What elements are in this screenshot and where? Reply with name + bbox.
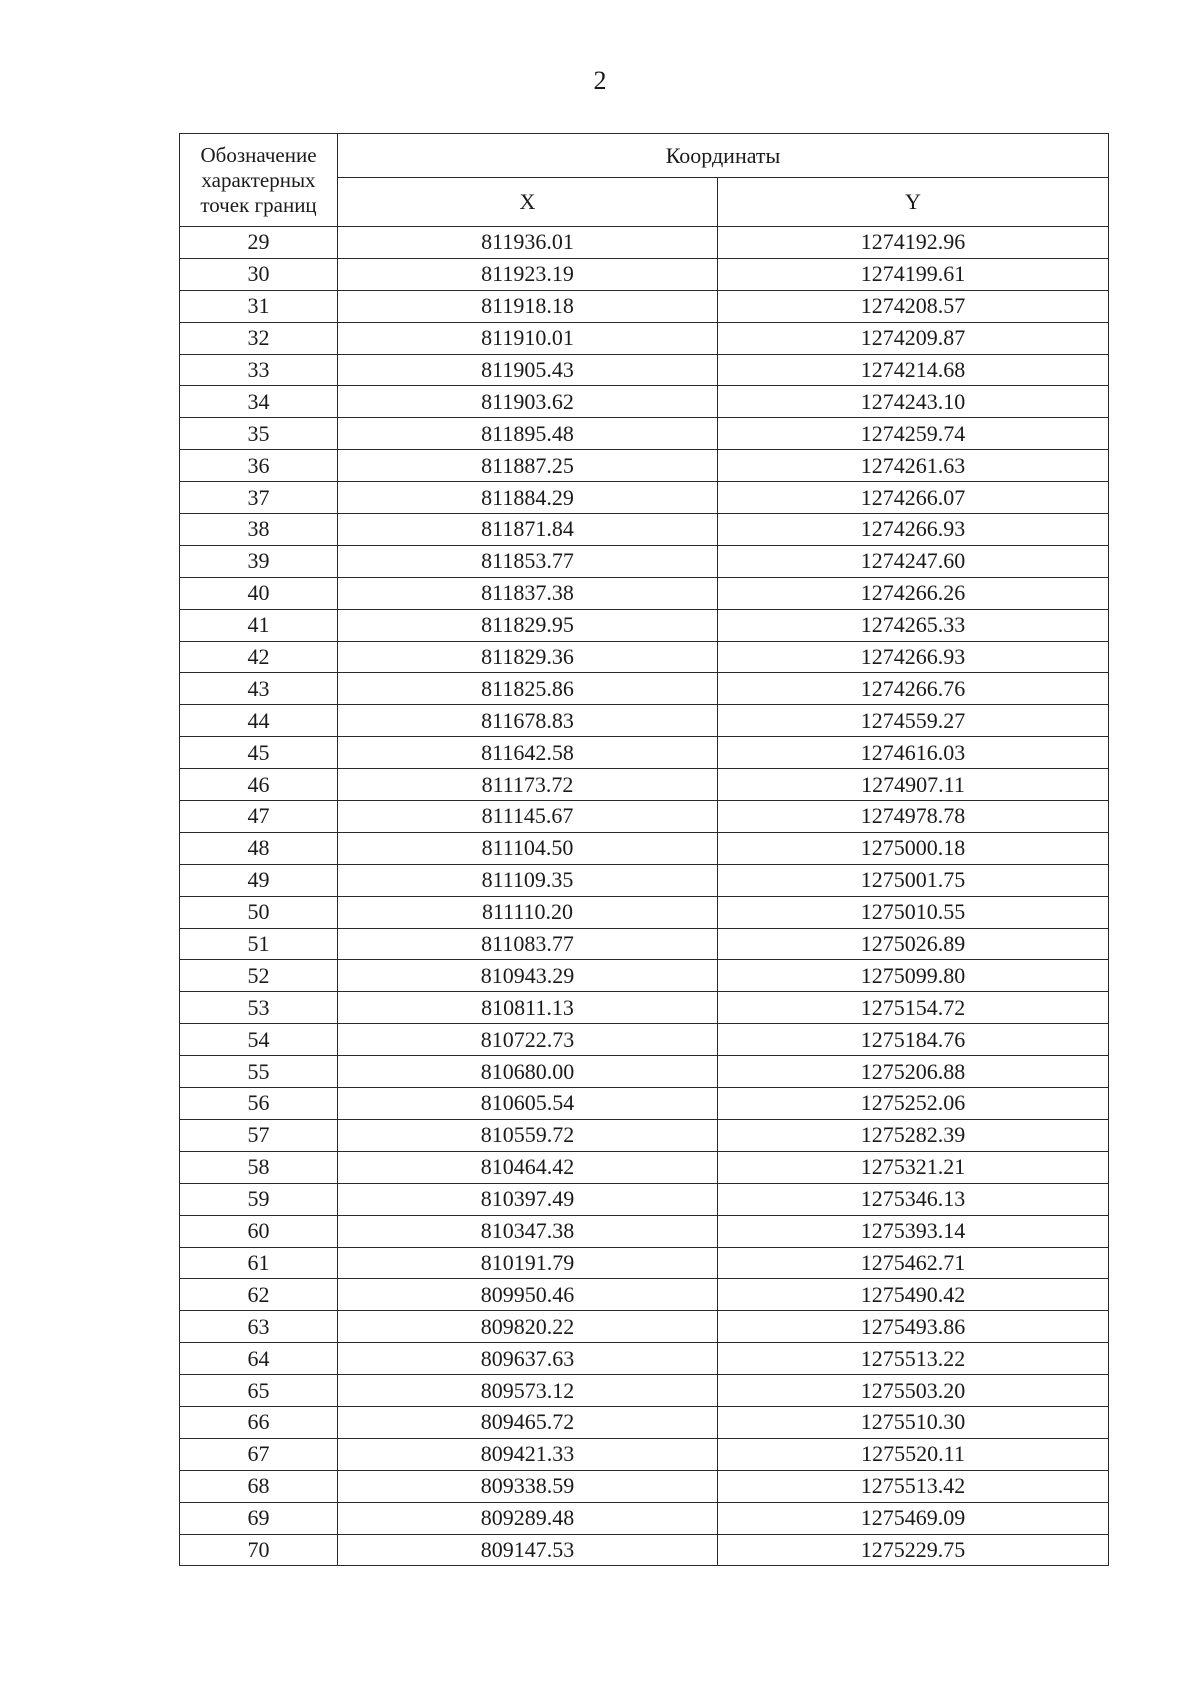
table-row [180,960,1109,992]
table-row [180,418,1109,450]
point-id-cell: 46 [180,769,338,801]
x-coordinate-cell: 810347.38 [338,1215,718,1247]
x-coordinate-cell: 811825.86 [338,673,718,705]
table-row [180,1151,1109,1183]
point-id-cell: 35 [180,418,338,450]
y-coordinate-cell: 1274616.03 [718,737,1109,769]
y-coordinate-cell: 1274247.60 [718,545,1109,577]
header-coordinates: Координаты [338,134,1109,178]
table-row [180,737,1109,769]
point-id-cell: 30 [180,258,338,290]
table-row [180,1534,1109,1566]
y-coordinate-cell: 1275393.14 [718,1215,1109,1247]
x-coordinate-cell: 811110.20 [338,896,718,928]
table-row [180,1088,1109,1120]
x-coordinate-cell: 811145.67 [338,801,718,833]
table-row [180,609,1109,641]
x-coordinate-cell: 809147.53 [338,1534,718,1566]
point-id-cell: 40 [180,577,338,609]
y-coordinate-cell: 1275513.22 [718,1343,1109,1375]
header-x: X [338,178,718,227]
y-coordinate-cell: 1275184.76 [718,1024,1109,1056]
coordinates-table [179,133,1109,1566]
y-coordinate-cell: 1275462.71 [718,1247,1109,1279]
x-coordinate-cell: 809820.22 [338,1311,718,1343]
x-coordinate-cell: 810464.42 [338,1151,718,1183]
y-coordinate-cell: 1275229.75 [718,1534,1109,1566]
x-coordinate-cell: 811887.25 [338,450,718,482]
table-row [180,1247,1109,1279]
point-id-cell: 57 [180,1119,338,1151]
x-coordinate-cell: 811109.35 [338,864,718,896]
point-id-cell: 67 [180,1438,338,1470]
x-coordinate-cell: 809465.72 [338,1406,718,1438]
x-coordinate-cell: 811884.29 [338,482,718,514]
table-row [180,896,1109,928]
point-id-cell: 50 [180,896,338,928]
x-coordinate-cell: 809950.46 [338,1279,718,1311]
table-row [180,545,1109,577]
y-coordinate-cell: 1275026.89 [718,928,1109,960]
x-coordinate-cell: 811083.77 [338,928,718,960]
table-row [180,641,1109,673]
table-row [180,1311,1109,1343]
y-coordinate-cell: 1274266.07 [718,482,1109,514]
header-y: Y [718,178,1109,227]
point-id-cell: 55 [180,1056,338,1088]
x-coordinate-cell: 810191.79 [338,1247,718,1279]
x-coordinate-cell: 810811.13 [338,992,718,1024]
point-id-cell: 62 [180,1279,338,1311]
table-row [180,1119,1109,1151]
y-coordinate-cell: 1274259.74 [718,418,1109,450]
table-row [180,992,1109,1024]
x-coordinate-cell: 811895.48 [338,418,718,450]
x-coordinate-cell: 809421.33 [338,1438,718,1470]
point-id-cell: 66 [180,1406,338,1438]
point-id-cell: 52 [180,960,338,992]
point-id-cell: 54 [180,1024,338,1056]
table-row [180,1502,1109,1534]
x-coordinate-cell: 811923.19 [338,258,718,290]
x-coordinate-cell: 811871.84 [338,514,718,546]
table-row [180,322,1109,354]
point-id-cell: 65 [180,1375,338,1407]
y-coordinate-cell: 1275490.42 [718,1279,1109,1311]
y-coordinate-cell: 1275510.30 [718,1406,1109,1438]
table-row [180,450,1109,482]
x-coordinate-cell: 811104.50 [338,832,718,864]
point-id-cell: 61 [180,1247,338,1279]
point-id-cell: 38 [180,514,338,546]
point-id-cell: 29 [180,227,338,259]
point-id-cell: 36 [180,450,338,482]
point-id-cell: 34 [180,386,338,418]
point-id-cell: 68 [180,1470,338,1502]
x-coordinate-cell: 811918.18 [338,290,718,322]
table-row [180,1375,1109,1407]
table-row [180,1056,1109,1088]
point-id-cell: 56 [180,1088,338,1120]
point-id-cell: 39 [180,545,338,577]
point-id-cell: 37 [180,482,338,514]
point-id-cell: 33 [180,354,338,386]
y-coordinate-cell: 1274209.87 [718,322,1109,354]
table-row [180,864,1109,896]
header-designation: Обозначение характерных точек границ [180,134,338,227]
y-coordinate-cell: 1275513.42 [718,1470,1109,1502]
y-coordinate-cell: 1275503.20 [718,1375,1109,1407]
y-coordinate-cell: 1275001.75 [718,864,1109,896]
x-coordinate-cell: 810605.54 [338,1088,718,1120]
point-id-cell: 42 [180,641,338,673]
table-row [180,1183,1109,1215]
table-header [180,134,1109,227]
y-coordinate-cell: 1275099.80 [718,960,1109,992]
point-id-cell: 41 [180,609,338,641]
point-id-cell: 48 [180,832,338,864]
table-row [180,482,1109,514]
x-coordinate-cell: 811173.72 [338,769,718,801]
y-coordinate-cell: 1274208.57 [718,290,1109,322]
y-coordinate-cell: 1274265.33 [718,609,1109,641]
x-coordinate-cell: 811837.38 [338,577,718,609]
table-row [180,769,1109,801]
point-id-cell: 47 [180,801,338,833]
table-row [180,1438,1109,1470]
point-id-cell: 63 [180,1311,338,1343]
table-row [180,1470,1109,1502]
x-coordinate-cell: 811936.01 [338,227,718,259]
table-row [180,928,1109,960]
y-coordinate-cell: 1275321.21 [718,1151,1109,1183]
point-id-cell: 53 [180,992,338,1024]
table-row [180,577,1109,609]
table-row [180,227,1109,259]
point-id-cell: 69 [180,1502,338,1534]
point-id-cell: 64 [180,1343,338,1375]
y-coordinate-cell: 1274192.96 [718,227,1109,259]
y-coordinate-cell: 1275010.55 [718,896,1109,928]
table-body [180,227,1109,1566]
table-row [180,705,1109,737]
table-row [180,258,1109,290]
table-row [180,1406,1109,1438]
x-coordinate-cell: 811642.58 [338,737,718,769]
point-id-cell: 70 [180,1534,338,1566]
point-id-cell: 43 [180,673,338,705]
x-coordinate-cell: 809289.48 [338,1502,718,1534]
y-coordinate-cell: 1275346.13 [718,1183,1109,1215]
x-coordinate-cell: 810680.00 [338,1056,718,1088]
table-row [180,832,1109,864]
table-row [180,673,1109,705]
point-id-cell: 31 [180,290,338,322]
table-row [180,1024,1109,1056]
point-id-cell: 45 [180,737,338,769]
page-number: 2 [593,66,607,95]
x-coordinate-cell: 811853.77 [338,545,718,577]
y-coordinate-cell: 1274266.26 [718,577,1109,609]
y-coordinate-cell: 1275469.09 [718,1502,1109,1534]
point-id-cell: 51 [180,928,338,960]
point-id-cell: 49 [180,864,338,896]
x-coordinate-cell: 809573.12 [338,1375,718,1407]
x-coordinate-cell: 811910.01 [338,322,718,354]
y-coordinate-cell: 1274243.10 [718,386,1109,418]
y-coordinate-cell: 1274559.27 [718,705,1109,737]
y-coordinate-cell: 1275252.06 [718,1088,1109,1120]
y-coordinate-cell: 1274266.76 [718,673,1109,705]
x-coordinate-cell: 811905.43 [338,354,718,386]
table-row [180,1279,1109,1311]
y-coordinate-cell: 1274261.63 [718,450,1109,482]
y-coordinate-cell: 1275282.39 [718,1119,1109,1151]
point-id-cell: 60 [180,1215,338,1247]
y-coordinate-cell: 1275154.72 [718,992,1109,1024]
y-coordinate-cell: 1274907.11 [718,769,1109,801]
point-id-cell: 59 [180,1183,338,1215]
table-row [180,386,1109,418]
y-coordinate-cell: 1274266.93 [718,514,1109,546]
x-coordinate-cell: 809637.63 [338,1343,718,1375]
table-row [180,354,1109,386]
point-id-cell: 32 [180,322,338,354]
x-coordinate-cell: 811829.36 [338,641,718,673]
table-row [180,1215,1109,1247]
x-coordinate-cell: 809338.59 [338,1470,718,1502]
table-row [180,801,1109,833]
y-coordinate-cell: 1275520.11 [718,1438,1109,1470]
y-coordinate-cell: 1274978.78 [718,801,1109,833]
table-row [180,514,1109,546]
y-coordinate-cell: 1274199.61 [718,258,1109,290]
table-row [180,290,1109,322]
y-coordinate-cell: 1275000.18 [718,832,1109,864]
y-coordinate-cell: 1274214.68 [718,354,1109,386]
x-coordinate-cell: 811678.83 [338,705,718,737]
point-id-cell: 44 [180,705,338,737]
x-coordinate-cell: 810943.29 [338,960,718,992]
x-coordinate-cell: 810397.49 [338,1183,718,1215]
y-coordinate-cell: 1275493.86 [718,1311,1109,1343]
table-row [180,1343,1109,1375]
x-coordinate-cell: 810722.73 [338,1024,718,1056]
y-coordinate-cell: 1275206.88 [718,1056,1109,1088]
point-id-cell: 58 [180,1151,338,1183]
x-coordinate-cell: 810559.72 [338,1119,718,1151]
x-coordinate-cell: 811829.95 [338,609,718,641]
y-coordinate-cell: 1274266.93 [718,641,1109,673]
x-coordinate-cell: 811903.62 [338,386,718,418]
